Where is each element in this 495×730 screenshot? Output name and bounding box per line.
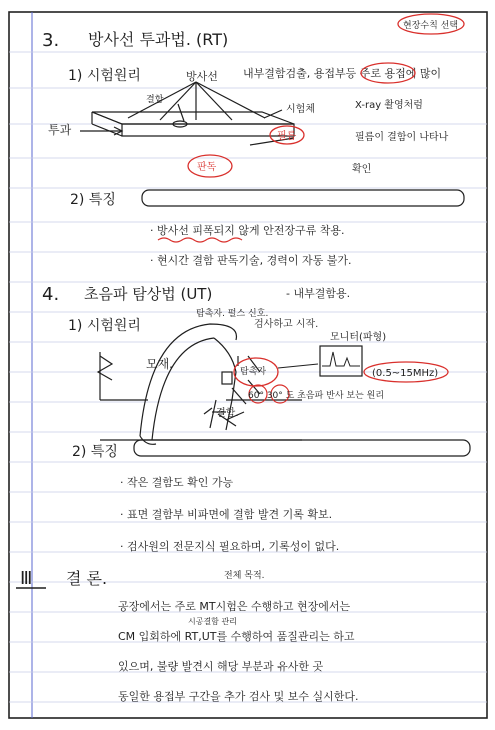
conclusion-line-2: CM 입회하에 RT,UT를 수행하여 품질관리는 하고 xyxy=(118,630,355,643)
s3-xray-note-3: 확인 xyxy=(352,164,372,175)
s3-principle-text: 내부결함검출, 용접부등 주로 용접에 많이 xyxy=(243,67,442,80)
conclusion-note-mid: 시공결함 관리 xyxy=(188,617,237,626)
rt-specimen-label: 시험체 xyxy=(286,104,315,115)
conclusion-line-4: 동일한 용접부 구간을 추가 검사 및 보수 실시한다. xyxy=(118,690,359,703)
conclusion-line-3: 있으며, 불량 발견시 해당 부분과 유사한 곳 xyxy=(118,660,324,673)
s4-number: 4. xyxy=(42,284,60,305)
rt-incident-label: 투과 xyxy=(48,123,72,137)
s3-title: 방사선 투과법. (RT) xyxy=(88,30,229,49)
ut-monitor-label: 모니터(파형) xyxy=(330,332,387,343)
ut-angle-note: 60° 30° 도 초음파 반사 보는 원리 xyxy=(248,391,385,401)
ut-frequency-label: (0.5~15MHz) xyxy=(372,368,439,379)
conclusion-note-top: 전체 목적. xyxy=(224,571,265,581)
s4-subtitle: - 내부결함용. xyxy=(286,287,351,300)
ut-defect-label: 결함. xyxy=(216,408,239,419)
s3-underline-wave xyxy=(158,238,242,242)
s3-side-note: 현장수칙 선택 xyxy=(403,21,459,31)
rt-film-label: 필름 xyxy=(277,131,297,142)
s4-features-bullet-3: · 검사원의 전문지식 필요하며, 기록성이 없다. xyxy=(120,540,340,553)
ut-base-metal-label: 모재. xyxy=(146,357,173,371)
conclusion-number: Ⅲ xyxy=(20,568,33,589)
s3-xray-note-1: X-ray 촬영처럼 xyxy=(355,100,423,111)
rt-reading-label: 판독 xyxy=(197,162,217,173)
s3-features-bullet-2: · 현시간 결함 판독기술, 경력이 자동 불가. xyxy=(150,254,352,267)
ut-probe-label: 탐촉자 xyxy=(240,367,267,377)
s4-features-label: 2) 특징 xyxy=(72,444,118,460)
s3-xray-note-2: 필름이 결함이 나타나 xyxy=(355,132,449,143)
ut-monitor-box xyxy=(320,346,362,376)
conclusion-line-1: 공장에서는 주로 MT시험은 수행하고 현장에서는 xyxy=(118,600,351,613)
s3-number: 3. xyxy=(42,30,60,51)
s4-features-bullet-2: · 표면 결함부 비파면에 결함 발견 기록 확보. xyxy=(120,508,333,521)
ut-waveform xyxy=(322,352,360,366)
s4-principle-label: 1) 시험원리 xyxy=(68,318,141,334)
rt-defect-label: 결함 xyxy=(146,95,164,105)
rt-source-label: 방사선 xyxy=(186,70,218,83)
s3-principle-label: 1) 시험원리 xyxy=(68,68,141,84)
s4-features-box xyxy=(134,440,470,456)
ut-probe-arrow xyxy=(278,364,318,368)
conclusion-title: 결 론. xyxy=(66,569,108,588)
s4-features-bullet-1: · 작은 결함도 확인 가능 xyxy=(120,476,234,489)
ut-echo-note: 검사하고 시작. xyxy=(254,319,319,330)
s3-features-label: 2) 특징 xyxy=(70,192,116,208)
s4-title: 초음파 탐상법 (UT) xyxy=(84,285,213,303)
rt-diagram xyxy=(80,82,294,145)
ut-probe-note: 탐촉자. 펄스 신호. xyxy=(196,309,269,319)
s3-features-box xyxy=(142,190,464,206)
s3-features-bullet-1: · 방사선 피폭되지 않게 안전장구류 착용. xyxy=(150,224,345,237)
